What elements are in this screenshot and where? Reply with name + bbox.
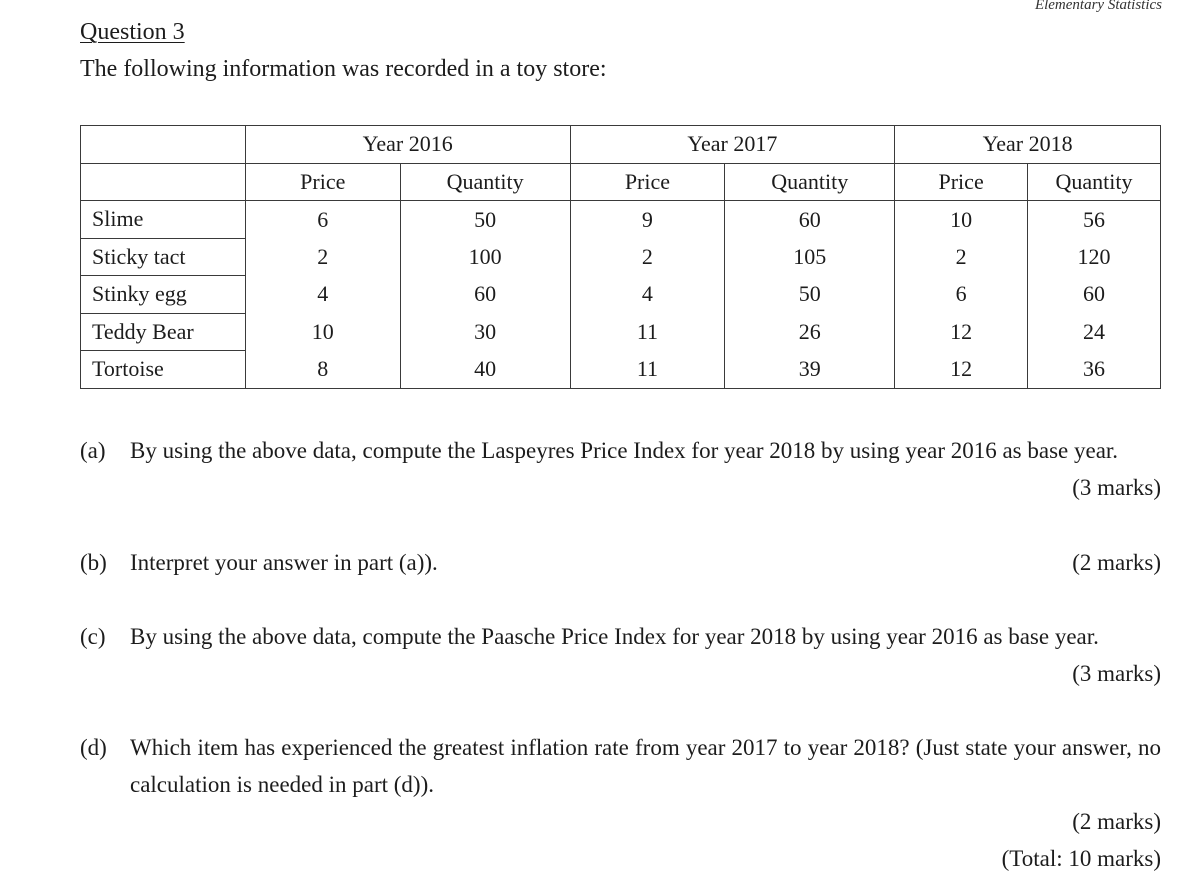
table-cell: 120 [1028,238,1161,276]
part-text: By using the above data, compute the Paasche Price Index for year 2018 by using year 2016 as base year. [130,624,1099,649]
table-cell: 50 [725,276,895,314]
year-header: Year 2017 [570,126,895,164]
item-name: Sticky tact [81,238,246,276]
table-row [81,313,1161,351]
table-row [81,276,1161,314]
item-name: Tortoise [81,351,246,389]
question-part-b [80,544,1161,581]
part-marks: (3 marks) [1072,661,1161,686]
subheader-row [81,163,1161,201]
question-intro: The following information was recorded in a toy store: [80,56,607,82]
table-cell: 39 [725,351,895,389]
question-part-a [80,432,1161,506]
table-cell: 12 [895,351,1028,389]
table-row [81,238,1161,276]
item-name: Teddy Bear [81,313,246,351]
table-cell: 40 [400,351,570,389]
part-marks: (3 marks) [1072,475,1161,500]
table-cell: 105 [725,238,895,276]
table-cell: 36 [1028,351,1161,389]
table-cell: 24 [1028,313,1161,351]
year-header: Year 2016 [245,126,570,164]
table-cell: 60 [400,276,570,314]
part-label: (c) [80,624,106,649]
table-cell: 2 [895,238,1028,276]
part-label: (a) [80,438,106,463]
part-text: Which item has experienced the greatest inflation rate from year 2017 to year 2018? (Just state your answer, no calculation is needed in part (d)). [130,735,1161,797]
part-text: By using the above data, compute the Laspeyres Price Index for year 2018 by using year 2016 as base year. [130,438,1119,463]
year-header: Year 2018 [895,126,1161,164]
column-header: Price [570,163,725,201]
table-cell: 56 [1028,201,1161,239]
table-cell: 10 [895,201,1028,239]
part-label: (b) [80,550,107,575]
year-header-row [81,126,1161,164]
table-cell: 11 [570,351,725,389]
table-cell: 8 [245,351,400,389]
question-part-c [80,618,1161,692]
table-cell: 2 [245,238,400,276]
table-cell: 2 [570,238,725,276]
table-cell: 6 [895,276,1028,314]
question-part-d [80,729,1161,877]
table-cell: 10 [245,313,400,351]
table-cell: 60 [1028,276,1161,314]
part-marks: (2 marks) [1072,550,1161,575]
toy-store-table [80,125,1161,389]
column-header: Quantity [725,163,895,201]
corner-cell [81,126,246,164]
table-cell: 4 [245,276,400,314]
column-header: Price [895,163,1028,201]
part-label: (d) [80,735,107,760]
table-cell: 60 [725,201,895,239]
total-marks: (Total: 10 marks) [1001,846,1161,871]
table-cell: 30 [400,313,570,351]
table-cell: 50 [400,201,570,239]
column-header: Quantity [400,163,570,201]
item-name: Slime [81,201,246,239]
question-title: Question 3 [80,19,185,45]
running-head: Elementary Statistics [1034,0,1162,13]
table-cell: 11 [570,313,725,351]
table-cell: 9 [570,201,725,239]
column-header: Price [245,163,400,201]
table-row [81,351,1161,389]
table-cell: 12 [895,313,1028,351]
part-text: Interpret your answer in part (a)). [130,550,438,575]
corner-cell [81,163,246,201]
item-name: Stinky egg [81,276,246,314]
table-cell: 26 [725,313,895,351]
column-header: Quantity [1028,163,1161,201]
table-cell: 6 [245,201,400,239]
table-cell: 100 [400,238,570,276]
table-row [81,201,1161,239]
part-marks: (2 marks) [1072,809,1161,834]
table-cell: 4 [570,276,725,314]
